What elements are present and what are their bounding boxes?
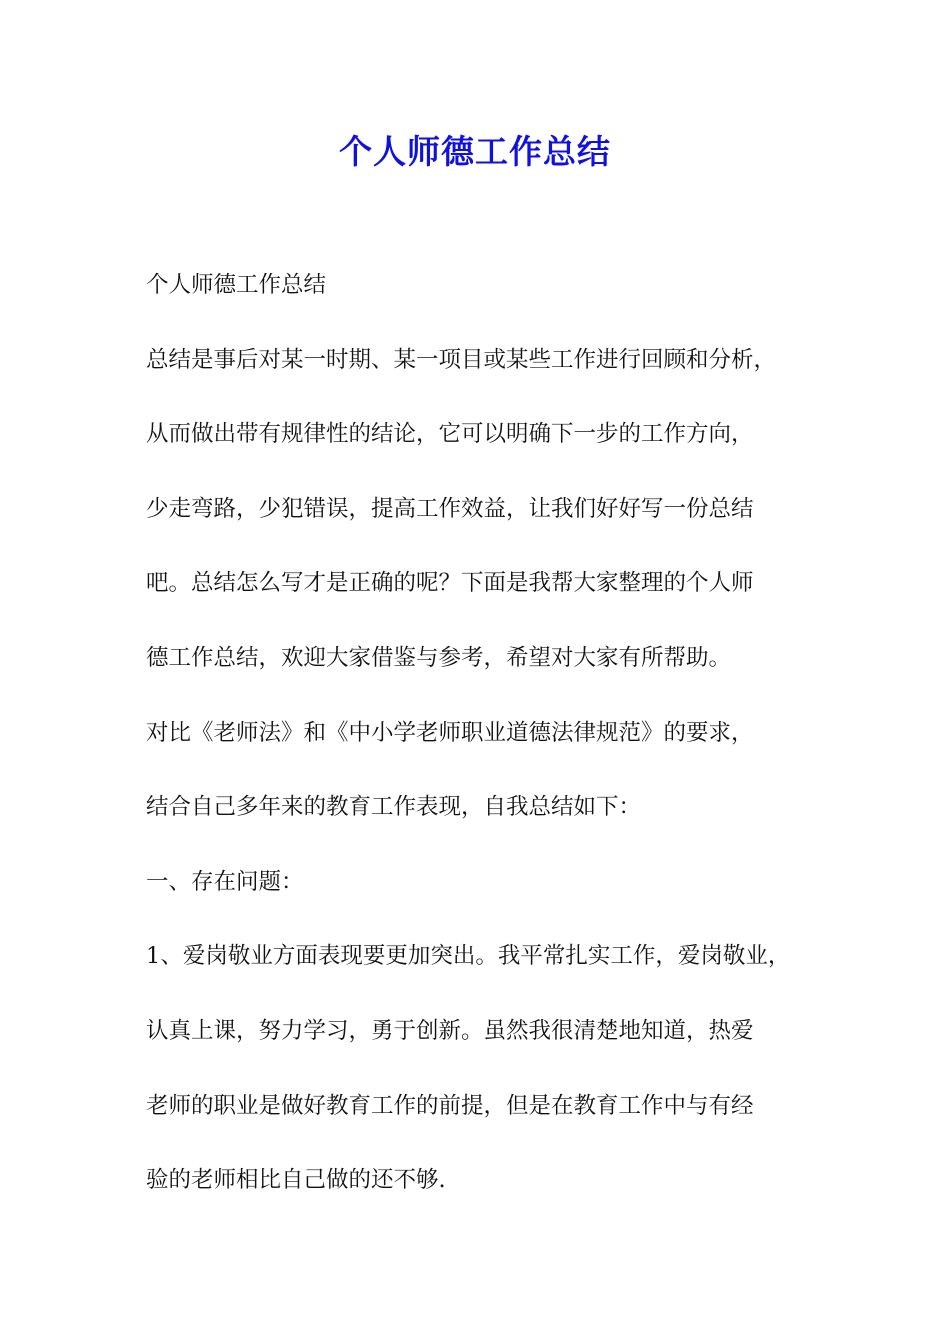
document-title: 个人师德工作总结: [339, 132, 611, 171]
document-body: [146, 261, 816, 1231]
body-line: 老师的职业是做好教育工作的前提，但是在教育工作中与有经: [146, 1092, 754, 1119]
body-line: 1、爱岗敬业方面表现要更加突出。我平常扎实工作，爱岗敬业，: [146, 943, 791, 970]
body-line: 从而做出带有规律性的结论，它可以明确下一步的工作方向，: [146, 421, 754, 448]
body-line: 少走弯路，少犯错误，提高工作效益，让我们好好写一份总结: [146, 495, 754, 522]
section-heading: 一、存在问题：: [146, 868, 304, 895]
body-line: 总结是事后对某一时期、某一项目或某些工作进行回顾和分析，: [146, 346, 777, 373]
body-line: 吧。总结怎么写才是正确的呢？下面是我帮大家整理的个人师: [146, 570, 754, 597]
body-line: 结合自己多年来的教育工作表现，自我总结如下：: [146, 794, 642, 821]
body-line: 验的老师相比自己做的还不够.: [146, 1167, 446, 1194]
body-line-subtitle: 个人师德工作总结: [146, 272, 327, 298]
body-line: 认真上课，努力学习，勇于创新。虽然我很清楚地知道，热爱: [146, 1017, 754, 1044]
body-line: 对比《老师法》和《中小学老师职业道德法律规范》的要求，: [146, 719, 754, 746]
body-line: 德工作总结，欢迎大家借鉴与参考，希望对大家有所帮助。: [146, 644, 732, 671]
